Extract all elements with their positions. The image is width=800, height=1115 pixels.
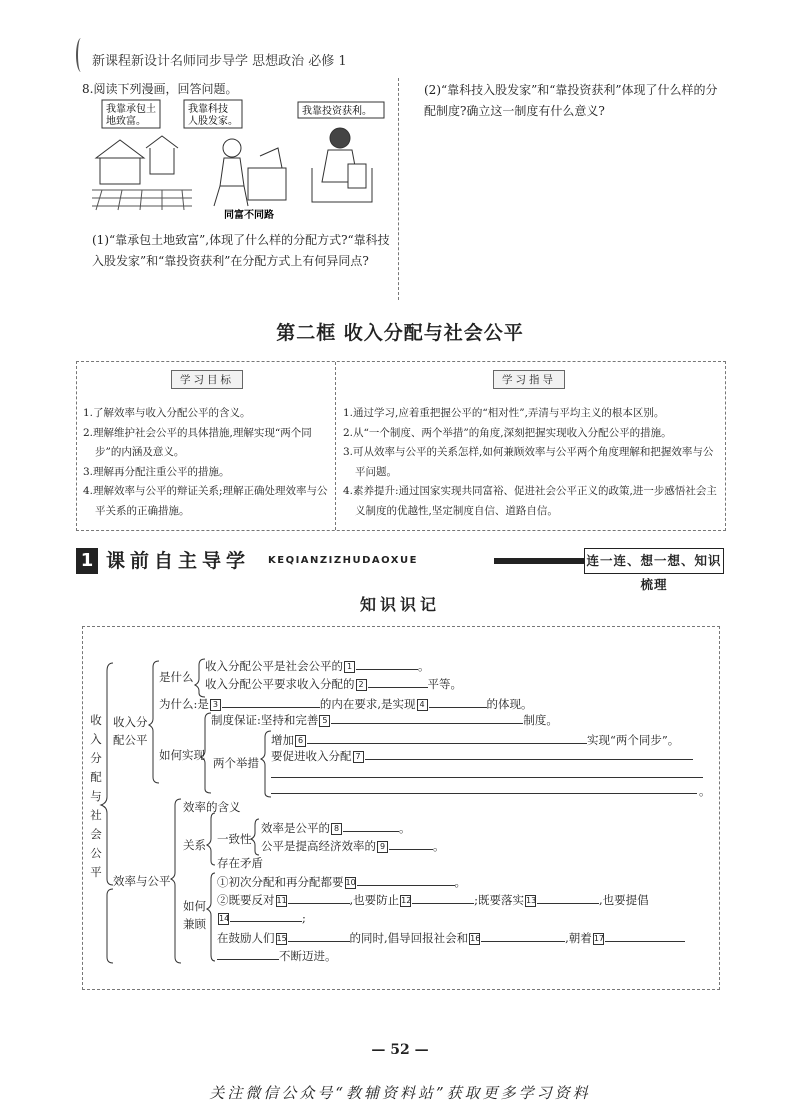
blank-number: 11 bbox=[276, 896, 287, 905]
blank-number: 5 bbox=[319, 715, 330, 727]
label-what: 是什么 bbox=[159, 670, 194, 684]
branch-efficiency-fairness: 效率与公平 bbox=[113, 874, 171, 888]
goal-item: 3.理解再分配注重公平的措施。 bbox=[83, 465, 230, 478]
root-char: 入 bbox=[90, 732, 102, 746]
answer-blank[interactable] bbox=[605, 929, 685, 942]
blank-number: 2 bbox=[356, 679, 367, 691]
goal-item: 1.了解效率与收入分配公平的含义。 bbox=[83, 407, 251, 419]
learning-goals-list bbox=[83, 404, 329, 521]
answer-blank[interactable] bbox=[331, 711, 523, 724]
efficiency-definition: 效率的含义 bbox=[183, 800, 241, 814]
why-text: 为什么:是 bbox=[159, 697, 209, 711]
answer-blank[interactable] bbox=[412, 891, 474, 904]
consist-line-2 bbox=[261, 837, 445, 854]
guide-item: 4.素养提升:通过国家实现共同富裕、促进社会公平正义的政策,进一步感悟社会主义制度的优越性,坚定制度自信、道路自信。 bbox=[343, 485, 717, 517]
root-char: 收 bbox=[90, 713, 102, 727]
root-char: 社 bbox=[90, 808, 102, 822]
column-divider bbox=[398, 78, 399, 300]
b3-text2: 的同时,倡导回报社会和 bbox=[349, 931, 469, 945]
answer-line[interactable] bbox=[271, 777, 703, 778]
bubble3-text: 我靠投资获利。 bbox=[302, 106, 372, 117]
blank-number: 12 bbox=[401, 896, 412, 905]
root-char: 与 bbox=[90, 789, 102, 803]
guide-item: 1.通过学习,应着重把握公平的“相对性”,弄清与平均主义的根本区别。 bbox=[343, 407, 665, 419]
what2-end: 平等。 bbox=[427, 677, 462, 691]
increase-end: 实现“两个同步”。 bbox=[587, 733, 680, 747]
question-8-part2: (2)“靠科技入股发家”和“靠投资获利”体现了什么样的分配制度?确立这一制度有什么意义? bbox=[424, 83, 718, 118]
c2-text: 公平是提高经济效率的 bbox=[261, 839, 376, 853]
guide-item: 2.从“一个制度、两个举措”的角度,深刻把握实现收入分配公平的措施。 bbox=[343, 426, 672, 439]
blank-number: 3 bbox=[210, 699, 221, 711]
answer-blank[interactable] bbox=[357, 873, 455, 886]
promote-text: 要促进收入分配 bbox=[271, 749, 352, 763]
why-text2: 的内在要求,是实现 bbox=[319, 697, 416, 711]
comic-caption: 同富不同路 bbox=[224, 210, 274, 221]
punct: 。 bbox=[454, 875, 466, 889]
answer-blank[interactable] bbox=[356, 657, 418, 670]
blank-number: 17 bbox=[593, 934, 604, 943]
bubble1-line1: 我靠承包土 bbox=[106, 104, 156, 115]
system-text: 制度保证:坚持和完善 bbox=[211, 713, 319, 727]
blank-number: 6 bbox=[295, 735, 306, 747]
b3-end: 不断迈进。 bbox=[279, 949, 337, 963]
b3-text: 在鼓励人们 bbox=[217, 931, 275, 945]
comic-illustration bbox=[92, 98, 388, 222]
answer-blank[interactable] bbox=[222, 695, 320, 708]
answer-blank[interactable] bbox=[429, 695, 487, 708]
label-contradiction: 存在矛盾 bbox=[217, 856, 263, 870]
balance-line: 兼顾 bbox=[183, 917, 206, 931]
goal-item: 4.理解效率与公平的辩证关系;理解正确处理效率与公平关系的正确措施。 bbox=[83, 485, 328, 517]
learning-goals-tag: 学习目标 bbox=[171, 370, 243, 389]
what-line-1 bbox=[205, 657, 430, 674]
why-end: 的体现。 bbox=[486, 697, 533, 711]
bubble2-line2: 人股发家。 bbox=[188, 116, 238, 127]
header-brace bbox=[76, 38, 86, 72]
consist-line-1 bbox=[261, 819, 411, 836]
balance-line-1 bbox=[217, 873, 466, 890]
label-balance bbox=[183, 897, 211, 933]
blank-number: 9 bbox=[377, 841, 388, 853]
question-8-part1: (1)“靠承包土地致富”,体现了什么样的分配方式?“靠科技入股发家”和“靠投资获利”在分配方式上有何异同点? bbox=[92, 233, 390, 268]
b3-text3: ,朝着 bbox=[565, 931, 592, 945]
branch1-line: 配公平 bbox=[113, 733, 148, 747]
root-char: 公 bbox=[90, 846, 102, 860]
blank-number: 14 bbox=[219, 914, 230, 923]
answer-blank[interactable] bbox=[288, 929, 350, 942]
page-number: — 52 — bbox=[371, 1042, 429, 1058]
banner-bar bbox=[494, 558, 584, 564]
b1-text: ①初次分配和再分配都要 bbox=[217, 875, 344, 889]
b2-text: ②既要反对 bbox=[217, 893, 275, 907]
branch-income-fairness bbox=[113, 713, 155, 749]
c1-text: 效率是公平的 bbox=[261, 821, 330, 835]
blank-number: 8 bbox=[331, 823, 342, 835]
knowledge-tree-box bbox=[82, 626, 720, 990]
label-how: 如何实现 bbox=[159, 748, 205, 762]
answer-blank[interactable] bbox=[481, 929, 565, 942]
balance-line-3 bbox=[217, 929, 685, 946]
why-line bbox=[159, 695, 533, 712]
branch1-line: 收入分 bbox=[113, 715, 148, 729]
root-char: 分 bbox=[90, 751, 102, 765]
blank-number: 7 bbox=[353, 751, 364, 763]
blank-number: 1 bbox=[344, 661, 355, 673]
blank-number: 16 bbox=[470, 934, 481, 943]
what1-text: 收入分配公平是社会公平的 bbox=[205, 659, 343, 673]
answer-blank[interactable] bbox=[343, 819, 399, 832]
answer-blank[interactable] bbox=[365, 747, 693, 760]
balance-line: 如何 bbox=[183, 899, 206, 913]
section-banner bbox=[76, 548, 724, 592]
goals-box bbox=[76, 361, 726, 531]
knowledge-title: 知识识记 bbox=[359, 595, 440, 614]
comic-farmer-panel bbox=[92, 100, 192, 210]
punct: 。 bbox=[433, 839, 445, 853]
promote-line bbox=[271, 747, 693, 764]
learning-guide-tag: 学习指导 bbox=[493, 370, 565, 389]
banner-right-label: 连一连、想一想、知识梳理 bbox=[584, 548, 724, 574]
b2-text3: ;既要落实 bbox=[474, 893, 525, 907]
root-char: 配 bbox=[90, 770, 102, 784]
banner-pinyin: KEQIANZIZHUDAOXUE bbox=[268, 555, 418, 566]
goals-divider bbox=[335, 362, 336, 530]
question-8-intro: 8.阅读下列漫画，回答问题。 bbox=[82, 82, 238, 96]
balance-line-2 bbox=[217, 891, 649, 908]
balance-line-2b bbox=[217, 909, 306, 926]
b2-text2: ,也要防止 bbox=[349, 893, 400, 907]
what2-text: 收入分配公平要求收入分配的 bbox=[205, 677, 355, 691]
punct: 。 bbox=[399, 821, 411, 835]
system-end: 制度。 bbox=[523, 713, 558, 727]
comic-investor-panel bbox=[298, 102, 384, 202]
root-char: 平 bbox=[90, 865, 102, 879]
section-title: 第二框 收入分配与社会公平 bbox=[276, 322, 524, 344]
tree-root bbox=[87, 711, 105, 882]
running-header: 新课程新设计名师同步导学 思想政治 必修 1 bbox=[92, 54, 347, 69]
label-two-measures: 两个举措 bbox=[213, 756, 259, 770]
increase-line bbox=[271, 731, 679, 748]
banner-title: 课前自主导学 bbox=[106, 550, 251, 572]
blank-number: 10 bbox=[345, 878, 356, 887]
what-line-2 bbox=[205, 675, 462, 692]
footer-note: 关注微信公众号“教辅资料站”获取更多学习资料 bbox=[209, 1084, 591, 1102]
punct: ; bbox=[302, 911, 306, 925]
label-relation: 关系 bbox=[183, 838, 206, 852]
b2-text4: ,也要提倡 bbox=[599, 893, 649, 907]
bubble1-line2: 地致富。 bbox=[106, 116, 146, 127]
answer-blank[interactable] bbox=[389, 837, 433, 850]
answer-blank[interactable] bbox=[368, 675, 428, 688]
answer-line[interactable] bbox=[271, 793, 697, 794]
blank-number: 4 bbox=[417, 699, 428, 711]
comic-tech-panel bbox=[184, 100, 286, 221]
answer-blank[interactable] bbox=[307, 731, 587, 744]
learning-guide-list bbox=[343, 404, 719, 521]
system-line bbox=[211, 711, 558, 728]
promote-end: 。 bbox=[699, 784, 711, 798]
balance-line-3b bbox=[217, 947, 337, 964]
bubble2-line1: 我靠科技 bbox=[188, 104, 228, 115]
label-consistency: 一致性 bbox=[217, 832, 252, 846]
answer-blank[interactable] bbox=[537, 891, 599, 904]
answer-blank[interactable] bbox=[230, 909, 302, 922]
punct: 。 bbox=[418, 659, 430, 673]
root-char: 会 bbox=[90, 827, 102, 841]
increase-text: 增加 bbox=[271, 733, 294, 747]
guide-item: 3.可从效率与公平的关系怎样,如何兼顾效率与公平两个角度理解和把握效率与公平问题。 bbox=[343, 446, 714, 478]
banner-number: 1 bbox=[76, 548, 98, 574]
answer-blank[interactable] bbox=[288, 891, 350, 904]
answer-blank[interactable] bbox=[217, 947, 279, 960]
goal-item: 2.理解维护社会公平的具体措施,理解实现“两个同步”的内涵及意义。 bbox=[83, 426, 312, 458]
blank-number: 13 bbox=[526, 896, 537, 905]
blank-number: 15 bbox=[276, 934, 287, 943]
